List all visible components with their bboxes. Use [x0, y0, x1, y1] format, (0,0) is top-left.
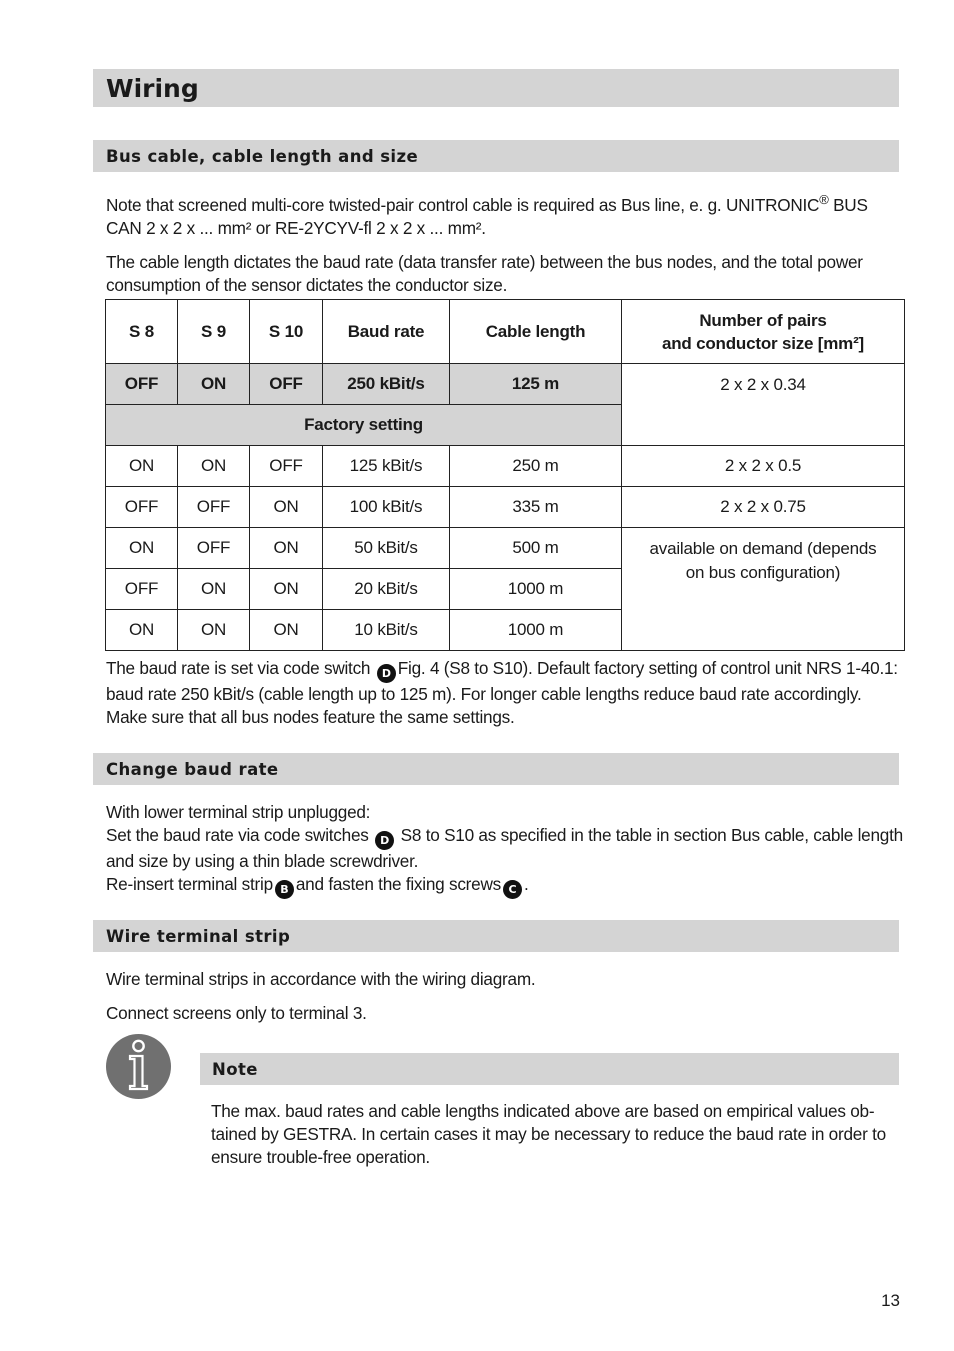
table-cell: OFF: [106, 569, 178, 610]
after-table-text: [106, 657, 906, 729]
change-baud-line-4: Re-insert terminal strip B and fasten the fixing screws C .: [106, 873, 906, 899]
header-s8: S 8: [106, 300, 178, 364]
table-cell: 1000 m: [450, 569, 622, 610]
page-title: Wiring: [93, 69, 899, 107]
header-conductor: Number of pairs and conductor size [mm²]: [622, 300, 905, 364]
table-cell: 10 kBit/s: [323, 610, 450, 651]
change-baud-line-3: and size by using a thin blade screwdriver.: [106, 851, 419, 871]
note-line-1: The max. baud rates and cable lengths indicated above are based on empirical values ob-: [211, 1101, 875, 1121]
table-cell: ON: [106, 446, 178, 487]
table-cell: 50 kBit/s: [323, 528, 450, 569]
on-demand-cell: available on demand (depends on bus configuration): [622, 528, 905, 651]
table-cell: 2 x 2 x 0.5: [622, 446, 905, 487]
header-baud-rate: Baud rate: [323, 300, 450, 364]
table-cell: 250 m: [450, 446, 622, 487]
table-cell: 100 kBit/s: [323, 487, 450, 528]
table-cell: ON: [250, 569, 323, 610]
table-cell: ON: [178, 569, 250, 610]
note-line-2: tained by GESTRA. In certain cases it may be necessary to reduce the baud rate in order to: [211, 1124, 886, 1144]
table-cell: ON: [178, 364, 250, 405]
intro-line-4: consumption of the sensor dictates the conductor size.: [106, 275, 508, 295]
section-title-change-baud: Change baud rate: [93, 753, 899, 785]
table-cell: 2 x 2 x 0.34: [622, 364, 905, 446]
table-cell: 2 x 2 x 0.75: [622, 487, 905, 528]
table-row: [106, 528, 905, 569]
info-icon: [106, 1034, 171, 1099]
wire-terminal-line-2: Connect screens only to terminal 3.: [106, 1003, 367, 1023]
table-row: [106, 487, 905, 528]
table-cell: 250 kBit/s: [323, 364, 450, 405]
table-cell: ON: [106, 528, 178, 569]
intro-line-1: Note that screened multi-core twisted-pair control cable is required as Bus line, e. g. UNITRONIC® BUS: [106, 192, 868, 215]
table-cell: OFF: [250, 446, 323, 487]
note-text: [211, 1100, 901, 1169]
table-cell: ON: [250, 528, 323, 569]
table-cell: 125 kBit/s: [323, 446, 450, 487]
section-title-wire-terminal: Wire terminal strip: [93, 920, 899, 952]
note-line-3: ensure trouble-free operation.: [211, 1147, 430, 1167]
wire-terminal-line-1: Wire terminal strips in accordance with the wiring diagram.: [106, 969, 536, 989]
marker-c-icon: C: [503, 880, 522, 899]
change-baud-text: [106, 801, 906, 899]
after-table-line-3: Make sure that all bus nodes feature the same settings.: [106, 707, 515, 727]
table-cell: 125 m: [450, 364, 622, 405]
after-table-line-2: baud rate 250 kBit/s (cable length up to 125 m). For longer cable lengths reduce baud rate accordingly.: [106, 684, 862, 704]
registered-mark: ®: [819, 192, 829, 207]
table-cell: ON: [178, 446, 250, 487]
table-cell: ON: [250, 610, 323, 651]
marker-d-icon: D: [377, 664, 396, 683]
change-baud-line-2: Set the baud rate via code switches D S8 to S10 as specified in the table in section Bus cable, cable length: [106, 824, 906, 850]
table-cell: 20 kBit/s: [323, 569, 450, 610]
table-row-factory: [106, 364, 905, 405]
page-number: 13: [881, 1291, 900, 1310]
table-cell: OFF: [106, 364, 178, 405]
table-cell: ON: [250, 487, 323, 528]
intro-line-3: The cable length dictates the baud rate (data transfer rate) between the bus nodes, and the total power: [106, 252, 863, 272]
after-table-line-1: The baud rate is set via code switch D Fig. 4 (S8 to S10). Default factory setting of control unit NRS 1-40.1:: [106, 657, 906, 683]
table-cell: ON: [106, 610, 178, 651]
table-cell: OFF: [178, 528, 250, 569]
table-cell: OFF: [178, 487, 250, 528]
header-s10: S 10: [250, 300, 323, 364]
marker-d-icon: D: [375, 831, 394, 850]
table-cell: OFF: [250, 364, 323, 405]
table-cell: ON: [178, 610, 250, 651]
intro-line-2: CAN 2 x 2 x ... mm² or RE-2YCYV-fl 2 x 2 x ... mm².: [106, 218, 486, 238]
table-cell: 500 m: [450, 528, 622, 569]
wire-terminal-text: [106, 968, 906, 1025]
header-cable-length: Cable length: [450, 300, 622, 364]
table-cell: 335 m: [450, 487, 622, 528]
table-cell: 1000 m: [450, 610, 622, 651]
baud-rate-table: [105, 299, 905, 651]
table-header-row: [106, 300, 905, 364]
factory-setting-label: Factory setting: [106, 405, 622, 446]
change-baud-line-1: With lower terminal strip unplugged:: [106, 802, 371, 822]
table-cell: OFF: [106, 487, 178, 528]
note-title: Note: [200, 1053, 899, 1085]
intro-text: [106, 188, 906, 297]
table-row: [106, 446, 905, 487]
marker-b-icon: B: [275, 880, 294, 899]
section-title-bus-cable: Bus cable, cable length and size: [93, 140, 899, 172]
header-s9: S 9: [178, 300, 250, 364]
